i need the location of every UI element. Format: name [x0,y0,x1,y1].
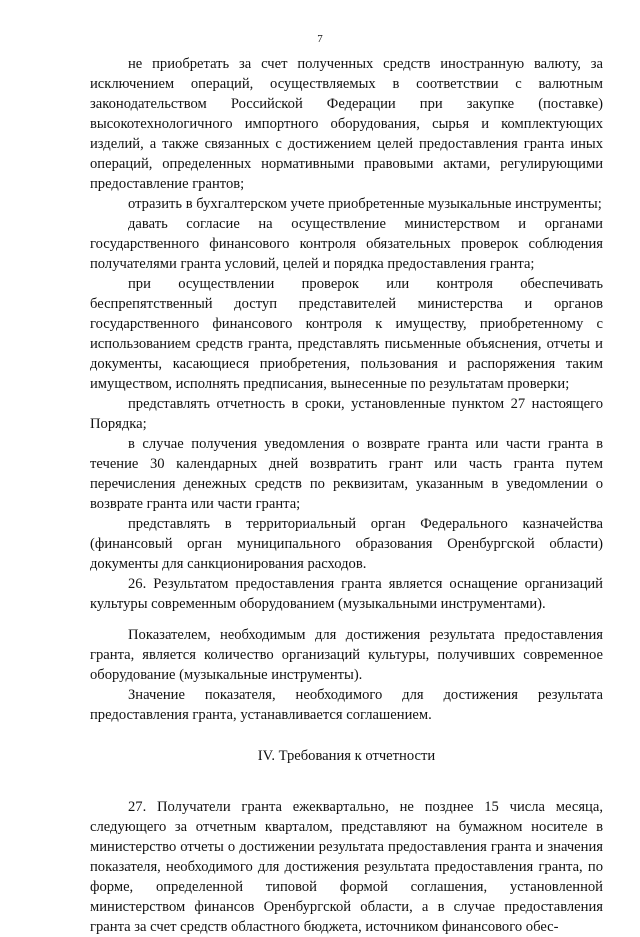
paragraph-indicator: Показателем, необходимым для достижения результата предоставления гранта, является количество организаций культуры, получивших современное оборудование (музыкальные инструменты). [90,627,603,683]
paragraph-reporting-27: 27. Получатели гранта ежеквартально, не позднее 15 числа месяца, следующего за отчетным кварталом, представляют на бумажном носителе в министерство отчеты о достижении результата предоставления гранта и значения показателя, необходимого для достижения результата предоставления гранта, по форме, определенной типовой формой соглашения, установленной министерством финансов Оренбургской области, а в случае предоставления гранта за счет средств областного бюджета, источником финансового обес- [90,799,603,935]
paragraph-grant-return: в случае получения уведомления о возврате гранта или части гранта в течение 30 календарных дней возвратить грант или часть гранта путем перечисления денежных средств по реквизитам, указанным в уведомлении о возврате гранта или части гранта; [90,436,603,512]
paragraph-no-foreign-currency: не приобретать за счет полученных средств иностранную валюту, за исключением операций, осуществляемых в соответствии с валютным законодательством Российской Федерации при закупке (поставке) высокотехнологичного импортного оборудования, сырья и комплектующих изделий, а также связанных с достижением целей предоставления гранта иных операций, определенных нормативными правовыми актами, регулирующими предоставление грантов; [90,56,603,192]
page-number: 7 [317,33,323,45]
paragraph-accounting: отразить в бухгалтерском учете приобретенные музыкальные инструменты; [128,196,602,212]
section-heading: IV. Требования к отчетности [257,748,436,764]
document-body [90,54,603,937]
paragraph-reporting-terms: представлять отчетность в сроки, установленные пунктом 27 настоящего Порядка; [90,396,603,432]
paragraph-inspection-consent: давать согласие на осуществление министерством и органами государственного финансового контроля обязательных проверок соблюдения получателями гранта условий, целей и порядка предоставления гранта; [90,216,603,272]
paragraph-indicator-value: Значение показателя, необходимого для достижения результата предоставления гранта, устанавливается соглашением. [90,687,603,723]
paragraph-treasury: представлять в территориальный орган Федерального казначейства (финансовый орган муниципального образования Оренбургской области) документы для санкционирования расходов. [90,516,603,572]
paragraph-access: при осуществлении проверок или контроля обеспечивать беспрепятственный доступ представителей министерства и органов государственного финансового контроля к имуществу, приобретенному с использованием средств гранта, представлять письменные объяснения, отчеты и документы, касающиеся приобретения, пользования и распоряжения таким имуществом, исполнять предписания, вынесенные по результатам проверки; [90,276,603,392]
paragraph-result-26: 26. Результатом предоставления гранта является оснащение организаций культуры современным оборудованием (музыкальными инструментами). [90,576,603,612]
